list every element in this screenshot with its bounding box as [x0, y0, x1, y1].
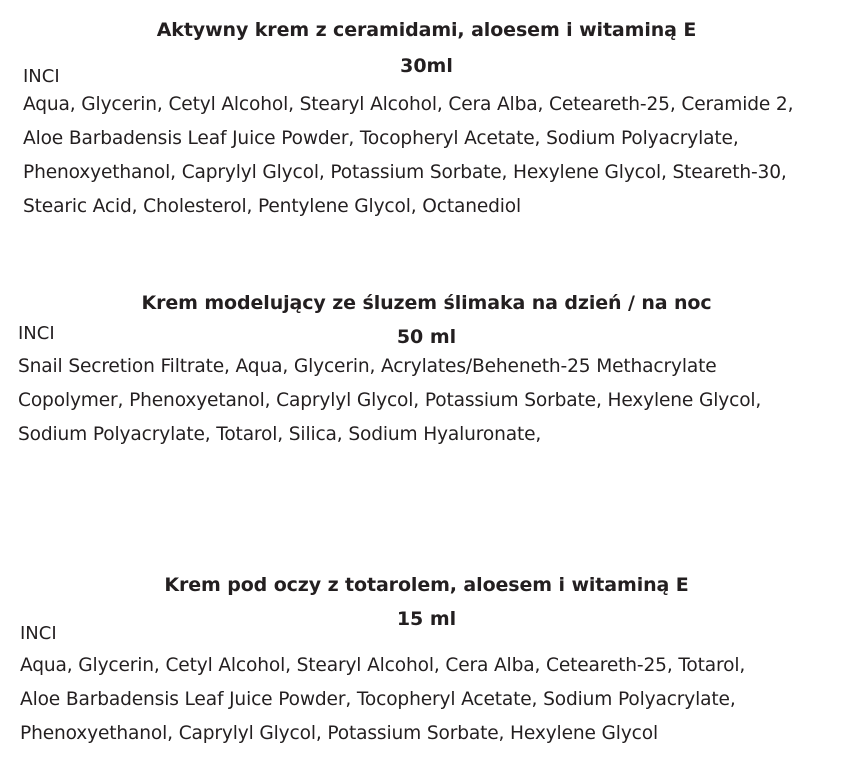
product-section-eye-cream: [0, 560, 853, 760]
ingredients-line: Aqua, Glycerin, Cetyl Alcohol, Stearyl Alcohol, Cera Alba, Ceteareth-25, Ceramide 2,: [23, 94, 794, 115]
product-title: Aktywny krem z ceramidami, aloesem i witaminą E: [156, 19, 697, 41]
ingredients-line: Aqua, Glycerin, Cetyl Alcohol, Stearyl Alcohol, Cera Alba, Ceteareth-25, Totarol,: [20, 655, 746, 676]
inci-label: INCI: [18, 323, 55, 344]
ingredients-line: Aloe Barbadensis Leaf Juice Powder, Tocopheryl Acetate, Sodium Polyacrylate,: [23, 128, 739, 149]
inci-label: INCI: [20, 623, 57, 644]
ingredients-line: Sodium Polyacrylate, Totarol, Silica, Sodium Hyaluronate,: [18, 424, 542, 445]
product-section-ceramide-cream: [0, 0, 853, 240]
product-section-snail-cream: [0, 270, 853, 470]
inci-label: INCI: [23, 66, 60, 87]
product-volume: 30ml: [400, 55, 453, 77]
ingredients-list: [18, 350, 761, 452]
ingredients-line: Snail Secretion Filtrate, Aqua, Glycerin, Acrylates/Beheneth-25 Methacrylate: [18, 356, 717, 377]
ingredients-line: Copolymer, Phenoxyetanol, Caprylyl Glycol, Potassium Sorbate, Hexylene Glycol,: [18, 390, 762, 411]
ingredients-line: Phenoxyethanol, Caprylyl Glycol, Potassium Sorbate, Hexylene Glycol, Steareth-30,: [23, 162, 787, 183]
product-title: Krem modelujący ze śluzem ślimaka na dzień / na noc: [141, 292, 712, 314]
ingredients-line: Aloe Barbadensis Leaf Juice Powder, Tocopheryl Acetate, Sodium Polyacrylate,: [20, 689, 736, 710]
product-volume: 15 ml: [396, 608, 457, 630]
product-volume: 50 ml: [396, 326, 457, 348]
ingredients-line: Stearic Acid, Cholesterol, Pentylene Glycol, Octanediol: [23, 196, 522, 217]
ingredients-list: [23, 88, 793, 224]
product-title: Krem pod oczy z totarolem, aloesem i witaminą E: [164, 574, 689, 596]
ingredients-line: Phenoxyethanol, Caprylyl Glycol, Potassium Sorbate, Hexylene Glycol: [20, 723, 658, 744]
ingredients-list: [20, 649, 745, 751]
